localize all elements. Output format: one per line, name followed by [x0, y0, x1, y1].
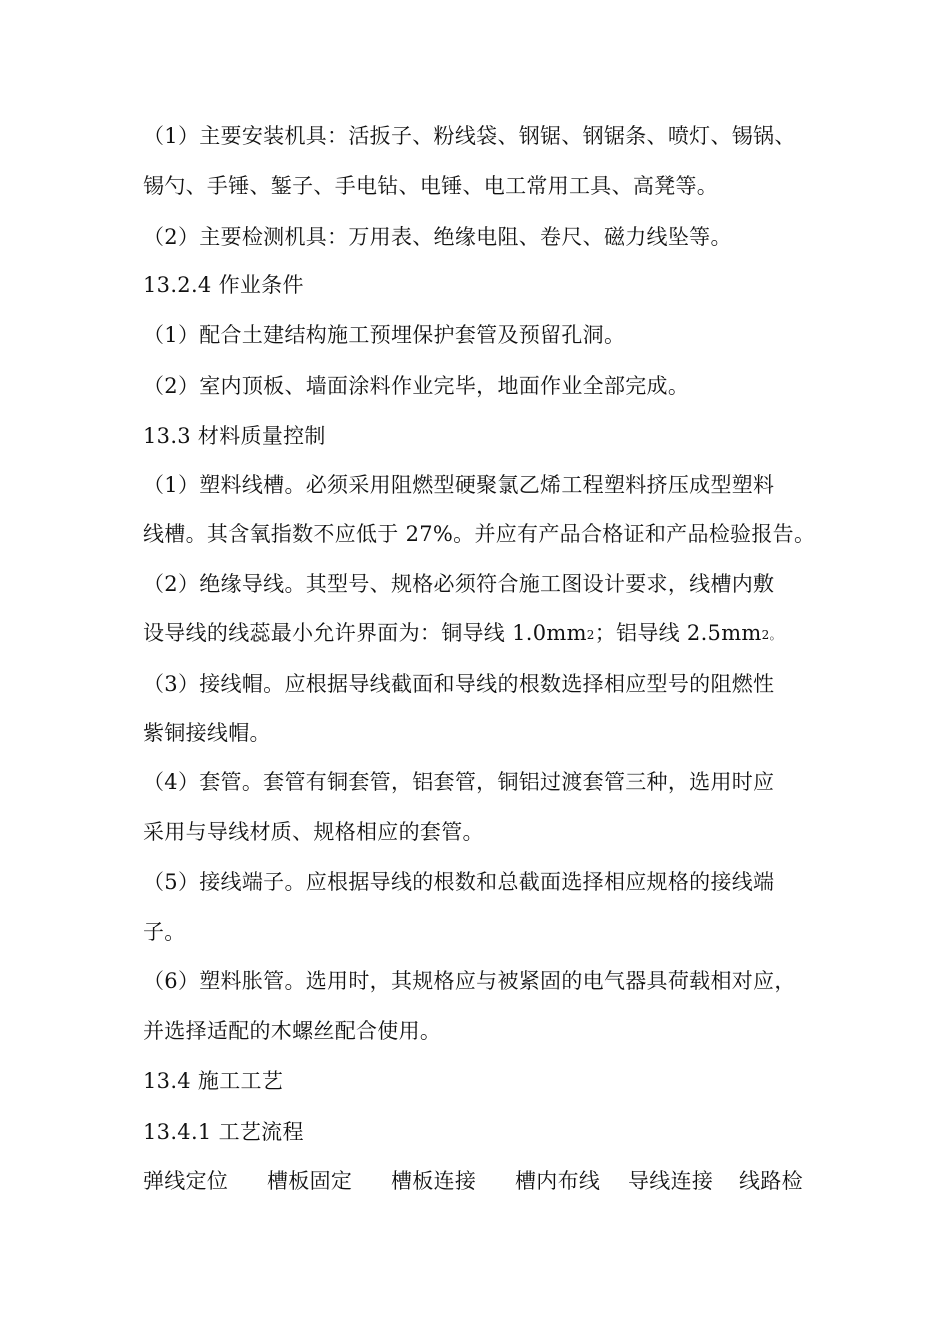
text-line-17: 子。 [143, 920, 186, 944]
text-line-8: （1）塑料线槽。必须采用阻燃型硬聚氯乙烯工程塑料挤压成型塑料 [143, 473, 775, 497]
process-flow [143, 1166, 813, 1196]
flow-step: 槽板连接 [391, 1169, 477, 1193]
text-line-1: （1）主要安装机具：活扳子、粉线袋、钢锯、钢锯条、喷灯、锡锅、 [143, 124, 796, 148]
flow-step: 弹线定位 [143, 1169, 229, 1193]
conductor-text-mid: ；铝导线 2.5mm [594, 621, 762, 645]
text-line-9: 线槽。其含氧指数不应低于 27%。并应有产品合格证和产品检验报告。 [143, 522, 816, 546]
conductor-spec-line [143, 618, 813, 648]
text-line-3: （2）主要检测机具：万用表、绝缘电阻、卷尺、磁力线坠等。 [143, 225, 732, 249]
section-heading-13-2-4: 13.2.4 作业条件 [143, 273, 304, 297]
section-heading-13-4: 13.4 施工工艺 [143, 1069, 284, 1093]
flow-step: 槽内布线 [515, 1169, 601, 1193]
section-heading-13-4-1: 13.4.1 工艺流程 [143, 1120, 304, 1144]
flow-step: 导线连接 [628, 1169, 714, 1193]
flow-step: 槽板固定 [267, 1169, 353, 1193]
text-line-2: 锡勺、手锤、錾子、手电钻、电锤、电工常用工具、高凳等。 [143, 174, 719, 198]
text-line-14: （4）套管。套管有铜套管，铝套管，铜铝过渡套管三种，选用时应 [143, 770, 775, 794]
text-line-6: （2）室内顶板、墙面涂料作业完毕，地面作业全部完成。 [143, 374, 690, 398]
text-line-19: 并选择适配的木螺丝配合使用。 [143, 1019, 442, 1043]
conductor-text: 设导线的线蕊最小允许界面为：铜导线 1.0mm [143, 621, 587, 645]
text-line-10: （2）绝缘导线。其型号、规格必须符合施工图设计要求，线槽内敷 [143, 572, 775, 596]
text-line-15: 采用与导线材质、规格相应的套管。 [143, 820, 484, 844]
text-line-18: （6）塑料胀管。选用时，其规格应与被紧固的电气器具荷载相对应， [143, 969, 796, 993]
text-line-13: 紫铜接线帽。 [143, 721, 271, 745]
superscript-2: 2 [761, 628, 770, 642]
text-line-16: （5）接线端子。应根据导线的根数和总截面选择相应规格的接线端 [143, 870, 775, 894]
flow-step: 线路检 [739, 1169, 803, 1193]
superscript-2: 2 [586, 628, 595, 642]
text-line-12: （3）接线帽。应根据导线截面和导线的根数选择相应型号的阻燃性 [143, 672, 775, 696]
section-heading-13-3: 13.3 材料质量控制 [143, 424, 326, 448]
text-line-5: （1）配合土建结构施工预埋保护套管及预留孔洞。 [143, 323, 626, 347]
conductor-text-end: 。 [769, 628, 782, 642]
